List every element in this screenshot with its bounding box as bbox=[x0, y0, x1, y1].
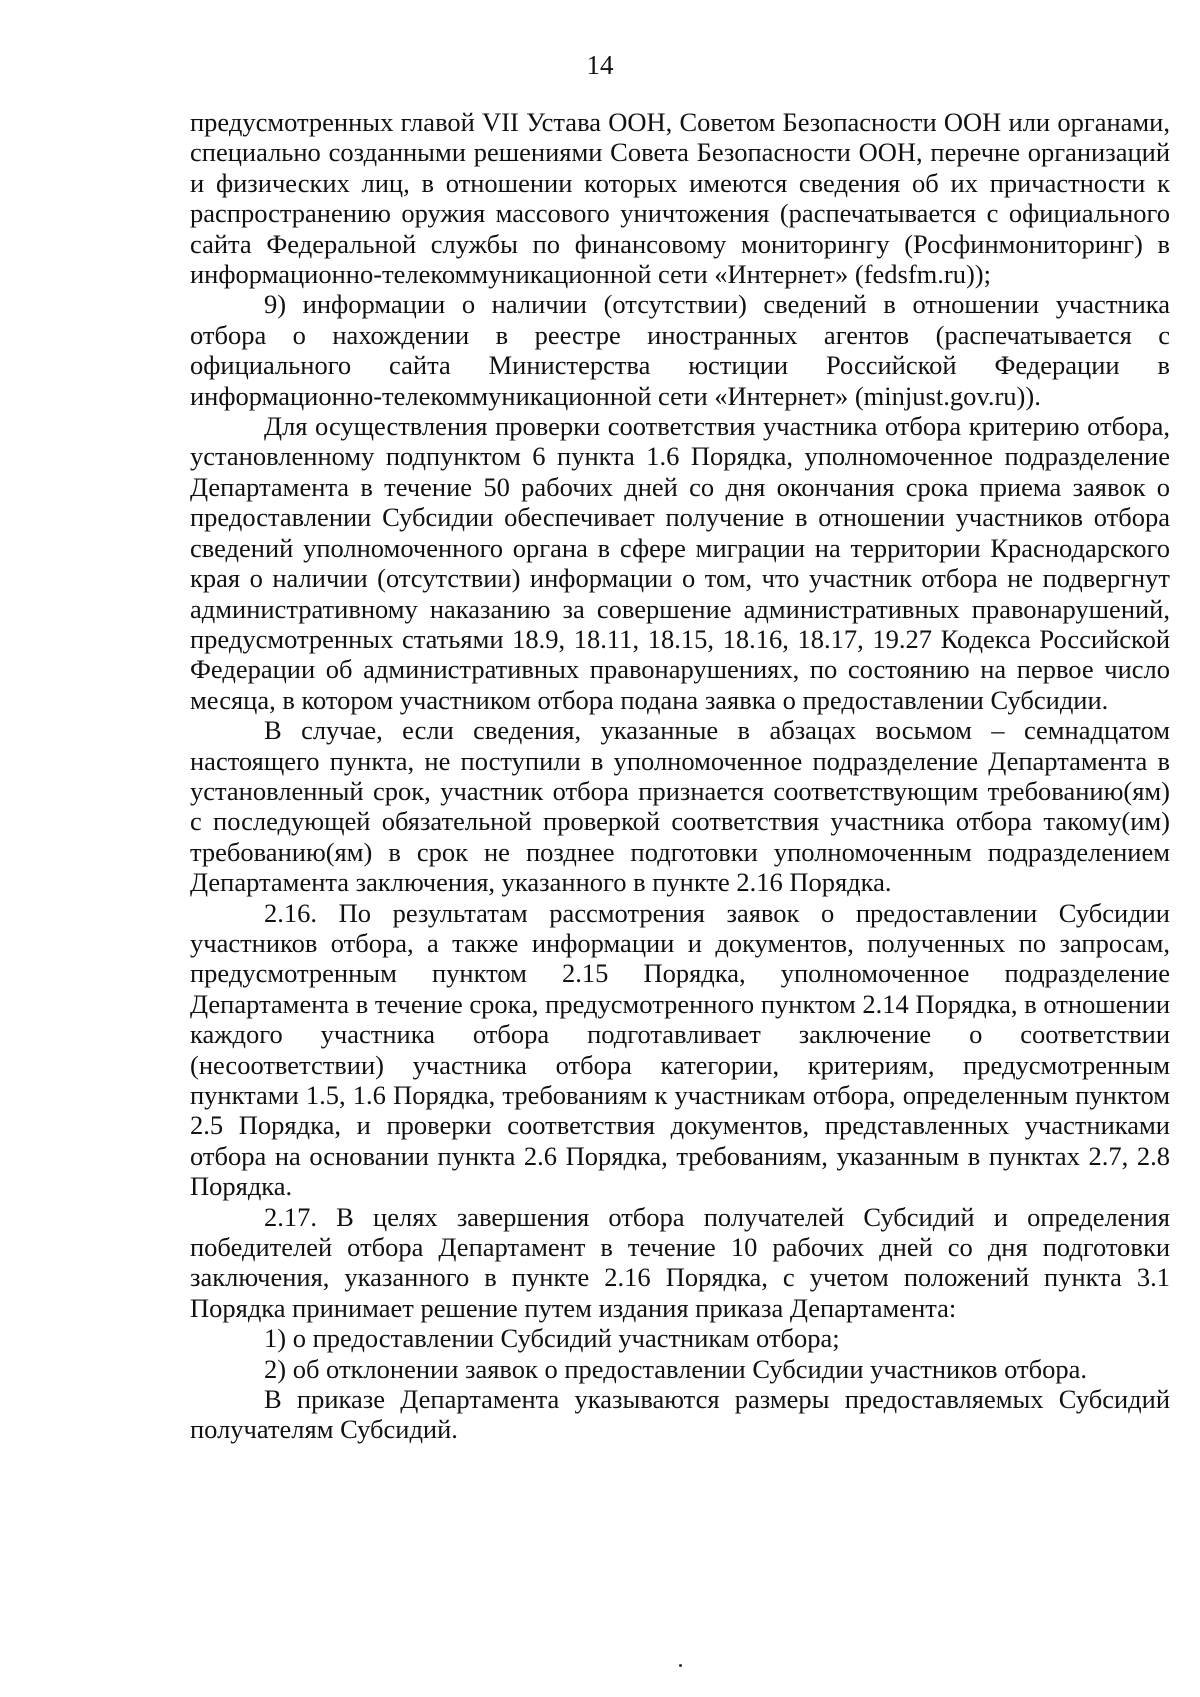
paragraph-list-item-2: 2) об отклонении заявок о предоставлении Субсидии участников отбора. bbox=[264, 1353, 1087, 1384]
paragraph-item-9: 9) информации о наличии (отсутствии) сведений в отношении участника отбора о нахождении в реестре иностранных агентов (распечатывается с официального сайта Министерства юстиции Российской Федерации в информационно-телекоммуникационной сети «Интернет» (minjust.gov.ru)). bbox=[190, 289, 1170, 411]
page-number: 14 bbox=[586, 50, 614, 80]
paragraph-migration-check: Для осуществления проверки соответствия участника отбора критерию отбора, установленному подпунктом 6 пункта 1.6 Порядка, уполномоченное подразделение Департамента в течение 50 рабочих дней со дня окончания срока приема заявок о предоставлении Субсидии обеспечивает получение в отношении участников отбора сведений уполномоченного органа в сфере миграции на территории Краснодарского края о наличии (отсутствии) информации о том, что участник отбора не подвергнут административному наказанию за совершение административных правонарушений, предусмотренных статьями 18.9, 18.11, 18.15, 18.16, 18.17, 19.27 Кодекса Российской Федерации об административных правонарушениях, по состоянию на первое число месяца, в котором участником отбора подана заявка о предоставлении Субсидии. bbox=[190, 411, 1170, 715]
paragraph-2-17: 2.17. В целях завершения отбора получателей Субсидий и определения победителей отбора Департамент в течение 10 рабочих дней со дня подготовки заключения, указанного в пункте 2.16 Порядка, с учетом положений пункта 3.1 Порядка принимает решение путем издания приказа Департамента: bbox=[190, 1201, 1170, 1323]
scan-speck bbox=[679, 1664, 682, 1667]
paragraph-missing-info: В случае, если сведения, указанные в абзацах восьмом – семнадцатом настоящего пункта, не поступили в уполномоченное подразделение Департамента в установленный срок, участник отбора признается соответствующим требованию(ям) с последующей обязательной проверкой соответствия участника отбора такому(им) требованию(ям) в срок не позднее подготовки уполномоченным подразделением Департамента заключения, указанного в пункте 2.16 Порядка. bbox=[190, 715, 1170, 898]
document-body bbox=[190, 107, 1170, 1445]
paragraph-order-amounts: В приказе Департамента указываются размеры предоставляемых Субсидий получателям Субсидий. bbox=[190, 1384, 1170, 1445]
paragraph-2-16: 2.16. По результатам рассмотрения заявок о предоставлении Субсидии участников отбора, а также информации и документов, полученных по запросам, предусмотренным пунктом 2.15 Порядка, уполномоченное подразделение Департамента в течение срока, предусмотренного пунктом 2.14 Порядка, в отношении каждого участника отбора подготавливает заключение о соответствии (несоответствии) участника отбора категории, критериям, предусмотренным пунктами 1.5, 1.6 Порядка, требованиям к участникам отбора, определенным пунктом 2.5 Порядка, и проверки соответствия документов, представленных участниками отбора на основании пункта 2.6 Порядка, требованиям, указанным в пунктах 2.7, 2.8 Порядка. bbox=[190, 897, 1170, 1202]
paragraph-continuation: предусмотренных главой VII Устава ООН, Советом Безопасности ООН или органами, специально созданными решениями Совета Безопасности ООН, перечне организаций и физических лиц, в отношении которых имеются сведения об их причастности к распространению оружия массового уничтожения (распечатывается с официального сайта Федеральной службы по финансовому мониторингу (Росфинмониторинг) в информационно-телекоммуникационной сети «Интернет» (fedsfm.ru)); bbox=[190, 107, 1170, 290]
paragraph-list-item-1: 1) о предоставлении Субсидий участникам отбора; bbox=[264, 1323, 840, 1354]
